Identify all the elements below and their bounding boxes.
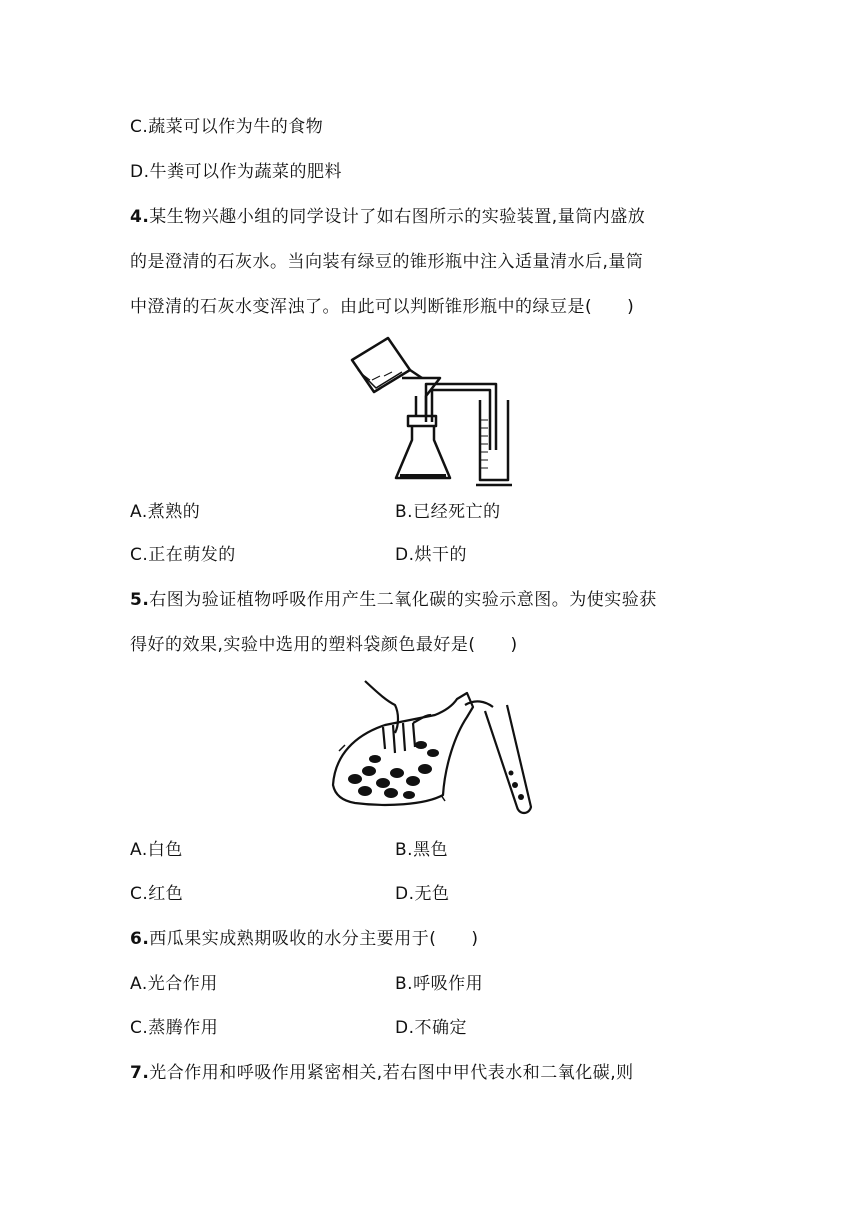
flask-apparatus-figure (340, 330, 520, 490)
question-4-options-row-2 (130, 543, 467, 567)
option-d-text: D.牛粪可以作为蔬菜的肥料 (130, 162, 342, 182)
question-4-line-1 (130, 205, 645, 229)
question-4-option-b[interactable]: B.已经死亡的 (395, 502, 501, 522)
question-5-option-c[interactable]: C.红色 (130, 884, 184, 904)
question-6-text: 西瓜果实成熟期吸收的水分主要用于( ) (149, 929, 479, 949)
question-5-line-2: 得好的效果,实验中选用的塑料袋颜色最好是( ) (130, 635, 518, 655)
question-5-number: 5. (130, 590, 150, 610)
question-5-line-1 (130, 588, 657, 612)
question-7-text: 光合作用和呼吸作用紧密相关,若右图中甲代表水和二氧化碳,则 (149, 1063, 634, 1083)
question-6-options-row-1 (130, 972, 484, 996)
question-6-option-c[interactable]: C.蒸腾作用 (130, 1018, 219, 1038)
question-6-option-b[interactable]: B.呼吸作用 (395, 974, 484, 994)
question-5-option-d[interactable]: D.无色 (395, 884, 450, 904)
option-c-text: C.蔬菜可以作为牛的食物 (130, 117, 324, 137)
question-4-option-a[interactable]: A.煮熟的 (130, 502, 201, 522)
question-6-line-1 (130, 927, 479, 951)
question-7-number: 7. (130, 1063, 150, 1083)
question-5-options-row-2 (130, 882, 450, 906)
question-6-options-row-2 (130, 1016, 467, 1040)
question-4-option-c[interactable]: C.正在萌发的 (130, 545, 236, 565)
question-5-option-b[interactable]: B.黑色 (395, 840, 449, 860)
question-5-option-a[interactable]: A.白色 (130, 840, 183, 860)
question-6-option-a[interactable]: A.光合作用 (130, 974, 218, 994)
question-6-option-d[interactable]: D.不确定 (395, 1018, 467, 1038)
question-6-number: 6. (130, 929, 150, 949)
question-7-line-1 (130, 1061, 634, 1085)
question-4-number: 4. (130, 207, 150, 227)
question-5-options-row-1 (130, 838, 449, 862)
question-4-text: 某生物兴趣小组的同学设计了如右图所示的实验装置,量筒内盛放 (149, 207, 646, 227)
question-4-line-2: 的是澄清的石灰水。当向装有绿豆的锥形瓶中注入适量清水后,量筒 (130, 252, 644, 272)
question-4-options-row-1 (130, 500, 501, 524)
question-5-text: 右图为验证植物呼吸作用产生二氧化碳的实验示意图。为使实验获 (149, 590, 657, 610)
question-4-option-d[interactable]: D.烘干的 (395, 545, 467, 565)
question-4-line-3: 中澄清的石灰水变浑浊了。由此可以判断锥形瓶中的绿豆是( ) (130, 297, 635, 317)
plastic-bag-experiment-figure (325, 675, 545, 825)
